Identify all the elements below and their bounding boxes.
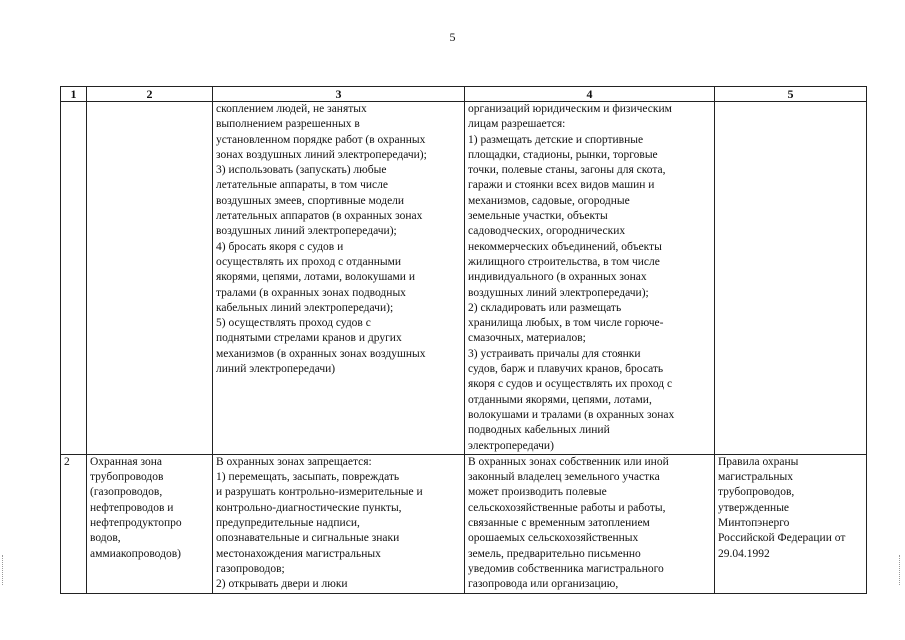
- cell-text-line: волокушами и тралами (в охранных зонах: [468, 408, 675, 421]
- cell-text-line: жилищного строительства, в том числе: [468, 255, 660, 268]
- cell-continued-prohibitions: [213, 102, 465, 455]
- cell-text-line: предупредительные надписи,: [216, 517, 360, 530]
- cell-text-line: скоплением людей, не занятых: [216, 103, 367, 115]
- regulation-table: [60, 86, 867, 594]
- cell-text-line: газопроводов;: [216, 562, 285, 575]
- cell-text-line: площадки, стадионы, рынки, торговые: [468, 148, 658, 161]
- cell-text-line: законный владелец земельного участка: [468, 471, 660, 484]
- cell-text-line: тралами (в охранных зонах подводных: [216, 286, 406, 299]
- cell-row2-prohibitions: [213, 454, 465, 593]
- cell-text-line: водов,: [90, 532, 121, 545]
- header-col-1: 1: [61, 87, 87, 102]
- cell-text-line: уведомив собственника магистрального: [468, 562, 664, 575]
- cell-text-line: трубопроводов,: [718, 486, 795, 499]
- cell-text-line: воздушных линий электропередачи);: [468, 286, 649, 299]
- cell-text-line: В охранных зонах запрещается:: [216, 455, 372, 468]
- cell-continued-source: [715, 102, 867, 455]
- cell-text-line: воздушных линий электропередачи);: [216, 225, 397, 238]
- cell-text-line: (газопроводов,: [90, 486, 163, 499]
- cell-text-line: Минтопэнерго: [718, 517, 790, 530]
- cell-text-line: Российской Федерации от: [718, 532, 846, 545]
- table-row-continued: [61, 102, 867, 455]
- cell-text-line: якорями, цепями, лотами, волокушами и: [216, 271, 415, 284]
- cell-text-line: отданными якорями, цепями, лотами,: [468, 393, 652, 406]
- cell-text-line: 1) размещать детские и спортивные: [468, 133, 644, 146]
- right-scan-mark: [899, 555, 903, 585]
- cell-text-line: точки, полевые станы, загоны для скота,: [468, 164, 666, 177]
- cell-text-line: аммиакопроводов): [90, 547, 181, 560]
- cell-text-line: нефтепроводов и: [90, 501, 174, 514]
- cell-text-line: 2) открывать двери и люки: [216, 578, 348, 591]
- table-header-row: [61, 87, 867, 102]
- cell-text-line: электропередачи): [468, 439, 554, 452]
- cell-continued-permissions: [465, 102, 715, 455]
- cell-text-line: гаражи и стоянки всех видов машин и: [468, 179, 655, 192]
- cell-text-line: 1) перемещать, засыпать, повреждать: [216, 471, 400, 484]
- table-row-2: [61, 454, 867, 593]
- cell-text-line: осуществлять их проход с отданными: [216, 255, 402, 268]
- header-col-2: 2: [87, 87, 213, 102]
- cell-text-line: кабельных линий электропередачи);: [216, 301, 394, 314]
- cell-text-line: трубопроводов: [90, 471, 164, 484]
- cell-text-line: летательных аппаратов (в охранных зонах: [216, 210, 423, 223]
- cell-row2-num: 2: [61, 454, 87, 593]
- cell-text-line: 29.04.1992: [718, 547, 770, 560]
- cell-text-line: нефтепродуктопро: [90, 517, 182, 530]
- cell-text-line: садоводческих, огороднических: [468, 225, 626, 238]
- cell-text-line: зонах воздушных линий электропередачи);: [216, 148, 427, 161]
- cell-text-line: может производить полевые: [468, 486, 607, 499]
- cell-text-line: местонахождения магистральных: [216, 547, 381, 560]
- cell-text-line: механизмов, садовые, огородные: [468, 194, 630, 207]
- cell-text-line: поднятыми стрелами кранов и других: [216, 332, 402, 345]
- header-col-5: 5: [715, 87, 867, 102]
- cell-text-line: Охранная зона: [90, 455, 162, 468]
- cell-text-line: земель, предварительно письменно: [468, 547, 641, 560]
- cell-text-line: воздушных змеев, спортивные модели: [216, 194, 405, 207]
- cell-text-line: якоря с судов и осуществлять их проход с: [468, 378, 673, 391]
- cell-text-line: газопровода или организацию,: [468, 578, 619, 591]
- cell-text-line: опознавательные и сигнальные знаки: [216, 532, 400, 545]
- cell-text-line: выполнением разрешенных в: [216, 118, 360, 131]
- cell-text-line: индивидуального (в охранных зонах: [468, 271, 647, 284]
- cell-text-line: подводных кабельных линий: [468, 424, 610, 437]
- cell-text-line: летательные аппараты, в том числе: [216, 179, 388, 192]
- cell-row2-zone: [87, 454, 213, 593]
- cell-text-line: лицам разрешается:: [468, 118, 566, 131]
- cell-row2-source: [715, 454, 867, 593]
- cell-text-line: магистральных: [718, 471, 794, 484]
- cell-text-line: орошаемых сельскохозяйственных: [468, 532, 639, 545]
- cell-text-line: Правила охраны: [718, 455, 799, 468]
- cell-continued-zone: [87, 102, 213, 455]
- cell-text-line: В охранных зонах собственник или иной: [468, 455, 669, 468]
- cell-text-line: 2) складировать или размещать: [468, 301, 622, 314]
- header-col-3: 3: [213, 87, 465, 102]
- cell-text-line: утвержденные: [718, 501, 790, 514]
- cell-text-line: земельные участки, объекты: [468, 210, 608, 223]
- cell-text-line: некоммерческих объединений, объекты: [468, 240, 662, 253]
- cell-text-line: линий электропередачи): [216, 363, 336, 376]
- cell-text-line: сельскохозяйственные работы и работы,: [468, 501, 666, 514]
- cell-text-line: 3) устраивать причалы для стоянки: [468, 347, 641, 360]
- cell-text-line: организаций юридическим и физическим: [468, 103, 672, 115]
- cell-row2-permissions: [465, 454, 715, 593]
- cell-text-line: 4) бросать якоря с судов и: [216, 240, 344, 253]
- cell-text-line: 5) осуществлять проход судов с: [216, 317, 371, 330]
- cell-text-line: механизмов (в охранных зонах воздушных: [216, 347, 426, 360]
- page-number: 5: [449, 30, 456, 44]
- cell-text-line: и разрушать контрольно-измерительные и: [216, 486, 423, 499]
- cell-text-line: хранилища любых, в том числе горюче-: [468, 317, 664, 330]
- cell-text-line: смазочных, материалов;: [468, 332, 586, 345]
- cell-text-line: 3) использовать (запускать) любые: [216, 164, 387, 177]
- left-scan-mark: [2, 555, 6, 585]
- cell-text-line: связанные с временным затоплением: [468, 517, 650, 530]
- cell-text-line: контрольно-диагностические пункты,: [216, 501, 402, 514]
- cell-continued-num: [61, 102, 87, 455]
- header-col-4: 4: [465, 87, 715, 102]
- cell-text-line: установленном порядке работ (в охранных: [216, 133, 426, 146]
- cell-text-line: судов, барж и плавучих кранов, бросать: [468, 363, 664, 376]
